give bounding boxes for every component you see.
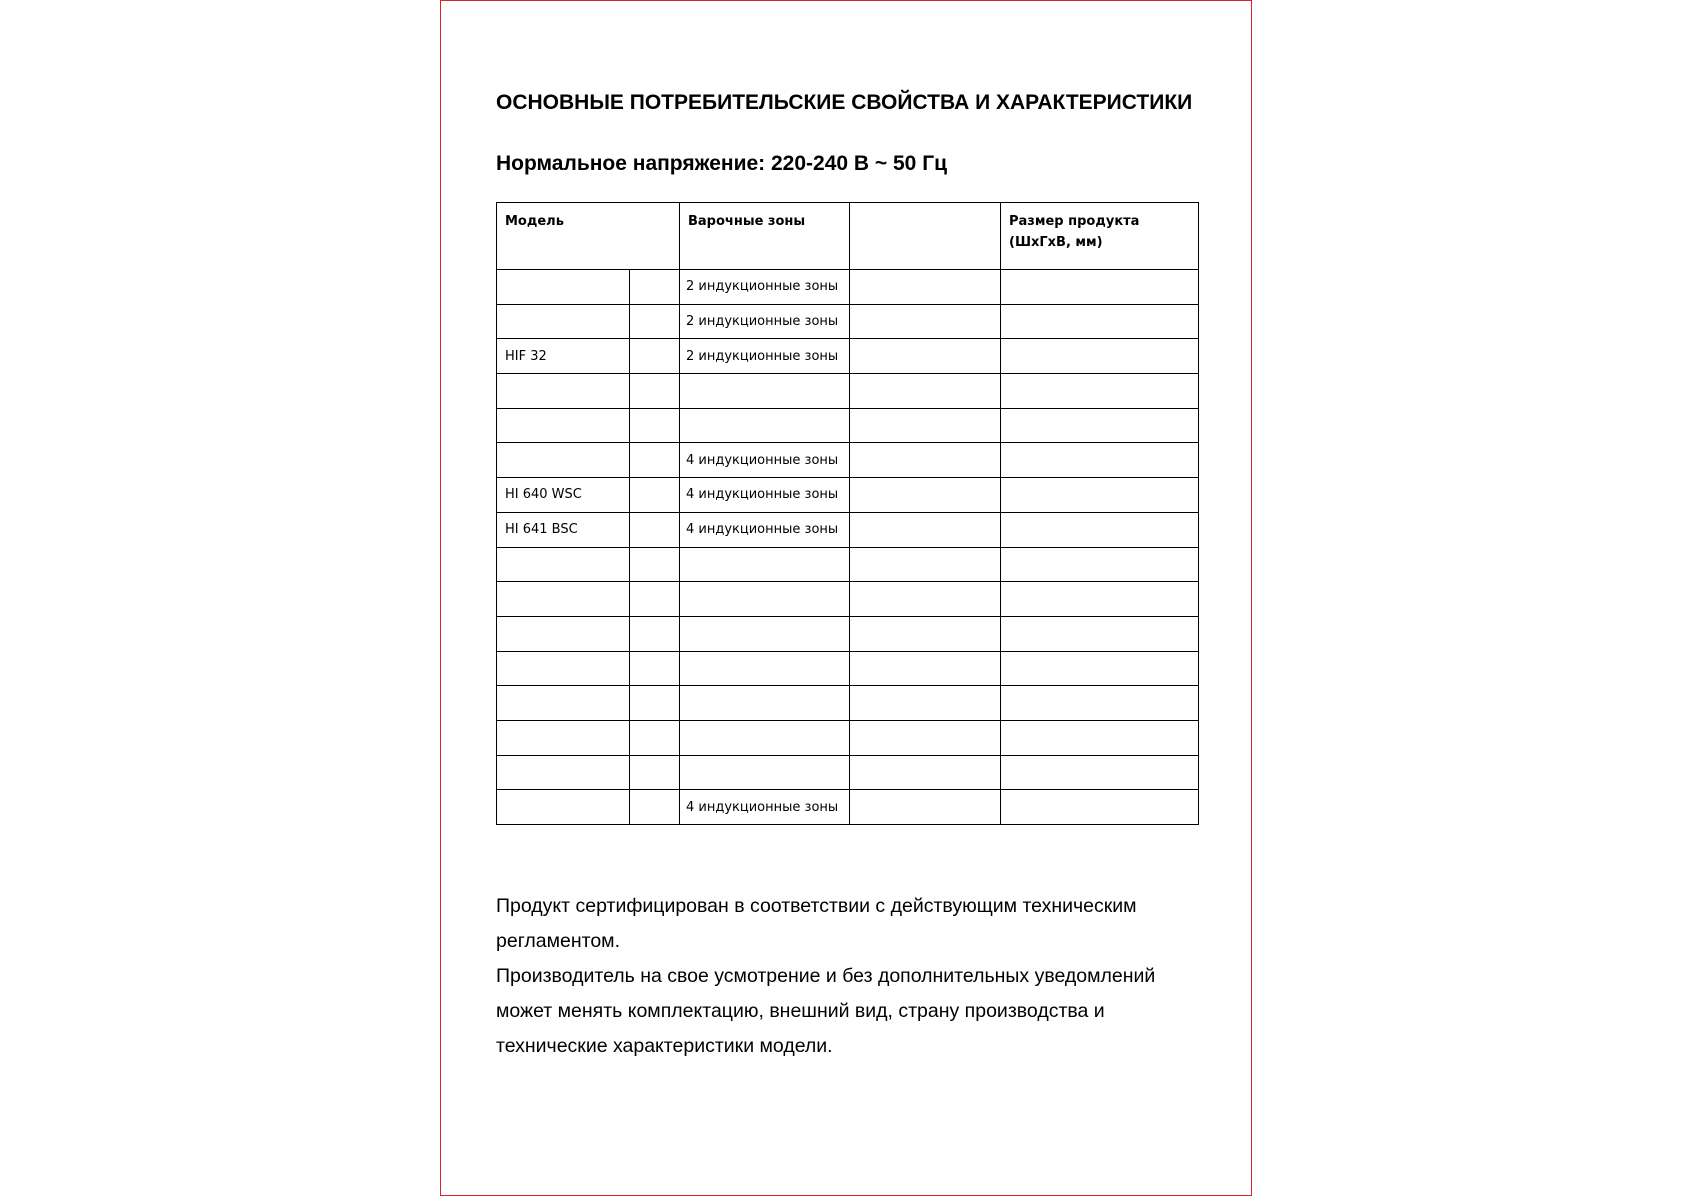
cell-blank: [850, 651, 1001, 686]
cell-zones: 2 индукционные зоны: [680, 339, 850, 374]
table-row: [497, 443, 1199, 478]
manufacturer-note: Производитель на свое усмотрение и без дополнительных уведомлений может менять комплектацию, внешний вид, страну производства и технические характеристики модели.: [496, 965, 1156, 1057]
cell-size: [1001, 478, 1199, 513]
table-row: [497, 408, 1199, 443]
cell-model: [497, 304, 630, 339]
cell-size: [1001, 408, 1199, 443]
table-header-row: [497, 203, 1199, 270]
cell-model: [497, 686, 630, 721]
cell-zones: 2 индукционные зоны: [680, 304, 850, 339]
cell-blank: [850, 443, 1001, 478]
cell-spacer: [630, 512, 680, 547]
cell-size: [1001, 720, 1199, 755]
cell-blank: [850, 547, 1001, 582]
cell-model: [497, 616, 630, 651]
header-size-line1: Размер продукта: [1009, 214, 1140, 229]
cell-size: [1001, 304, 1199, 339]
cell-zones: 4 индукционные зоны: [680, 443, 850, 478]
cell-spacer: [630, 547, 680, 582]
cell-blank: [850, 790, 1001, 825]
document-page: [440, 0, 1252, 1196]
cell-blank: [850, 478, 1001, 513]
cell-zones: [680, 582, 850, 617]
header-size-line2: (ШхГхВ, мм): [1009, 235, 1103, 250]
cell-spacer: [630, 790, 680, 825]
cell-spacer: [630, 720, 680, 755]
cell-zones: 2 индукционные зоны: [680, 270, 850, 305]
header-blank: [850, 203, 1001, 270]
cell-size: [1001, 270, 1199, 305]
cell-blank: [850, 270, 1001, 305]
cell-blank: [850, 686, 1001, 721]
cell-blank: [850, 339, 1001, 374]
specs-table: [496, 202, 1199, 825]
cell-model: [497, 374, 630, 409]
table-row: [497, 755, 1199, 790]
voltage-heading: Нормальное напряжение: 220-240 В ~ 50 Гц: [496, 152, 948, 175]
cell-size: [1001, 686, 1199, 721]
cell-zones: [680, 374, 850, 409]
cell-model: HIF 32: [497, 339, 630, 374]
cell-zones: [680, 616, 850, 651]
cell-spacer: [630, 339, 680, 374]
table-row: [497, 270, 1199, 305]
cell-spacer: [630, 651, 680, 686]
header-size: [1001, 203, 1199, 270]
table-body: [497, 270, 1199, 825]
cell-spacer: [630, 616, 680, 651]
cell-model: [497, 790, 630, 825]
cell-blank: [850, 374, 1001, 409]
cell-size: [1001, 616, 1199, 651]
cell-model: [497, 270, 630, 305]
cell-model: HI 640 WSC: [497, 478, 630, 513]
cell-size: [1001, 512, 1199, 547]
cell-size: [1001, 651, 1199, 686]
cell-spacer: [630, 582, 680, 617]
cell-model: HI 641 BSC: [497, 512, 630, 547]
cell-zones: [680, 408, 850, 443]
page-title: ОСНОВНЫЕ ПОТРЕБИТЕЛЬСКИЕ СВОЙСТВА И ХАРАКТЕРИСТИКИ: [496, 91, 1193, 114]
cell-spacer: [630, 755, 680, 790]
cell-zones: [680, 547, 850, 582]
cell-spacer: [630, 478, 680, 513]
table-row: [497, 790, 1199, 825]
cell-zones: 4 индукционные зоны: [680, 512, 850, 547]
cell-spacer: [630, 408, 680, 443]
cell-blank: [850, 512, 1001, 547]
table-row: [497, 616, 1199, 651]
footer-notes: [496, 889, 1216, 1064]
cell-blank: [850, 755, 1001, 790]
cell-blank: [850, 408, 1001, 443]
header-zones: Варочные зоны: [680, 203, 850, 270]
cell-spacer: [630, 686, 680, 721]
table-row: [497, 582, 1199, 617]
table-row: [497, 686, 1199, 721]
cell-zones: [680, 651, 850, 686]
cell-zones: [680, 686, 850, 721]
table-row: [497, 512, 1199, 547]
table-row: [497, 478, 1199, 513]
cell-spacer: [630, 270, 680, 305]
table-row: [497, 374, 1199, 409]
table-row: [497, 304, 1199, 339]
cell-blank: [850, 616, 1001, 651]
cell-model: [497, 443, 630, 478]
cell-spacer: [630, 443, 680, 478]
cell-size: [1001, 582, 1199, 617]
cell-size: [1001, 755, 1199, 790]
cell-zones: [680, 720, 850, 755]
cell-spacer: [630, 374, 680, 409]
cell-size: [1001, 443, 1199, 478]
cell-model: [497, 651, 630, 686]
cell-zones: 4 индукционные зоны: [680, 478, 850, 513]
cell-blank: [850, 582, 1001, 617]
cell-model: [497, 547, 630, 582]
cell-size: [1001, 547, 1199, 582]
cell-blank: [850, 304, 1001, 339]
cell-model: [497, 720, 630, 755]
cell-zones: [680, 755, 850, 790]
cell-size: [1001, 374, 1199, 409]
cell-model: [497, 755, 630, 790]
table-row: [497, 651, 1199, 686]
cell-blank: [850, 720, 1001, 755]
cell-spacer: [630, 304, 680, 339]
table-row: [497, 720, 1199, 755]
header-model: Модель: [497, 203, 680, 270]
cell-zones: 4 индукционные зоны: [680, 790, 850, 825]
cell-model: [497, 582, 630, 617]
table-row: [497, 547, 1199, 582]
cell-size: [1001, 790, 1199, 825]
certification-note: Продукт сертифицирован в соответствии с действующим техническим регламентом.: [496, 895, 1137, 952]
table-row: [497, 339, 1199, 374]
cell-size: [1001, 339, 1199, 374]
cell-model: [497, 408, 630, 443]
